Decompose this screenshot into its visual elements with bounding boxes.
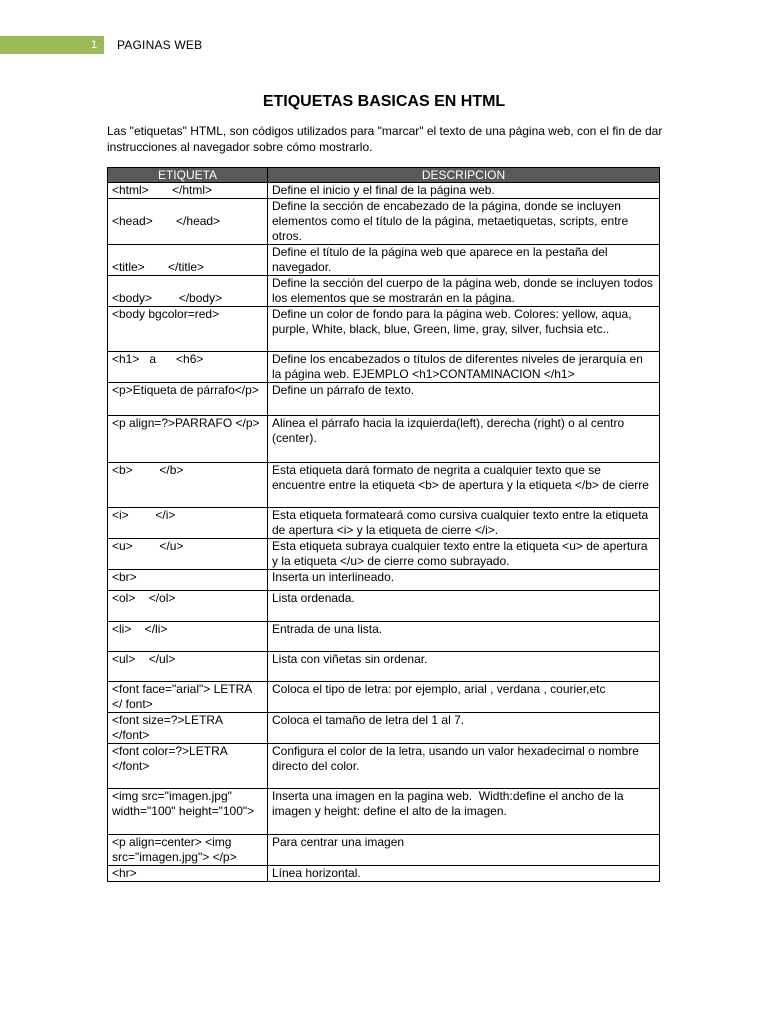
description-cell: Define un párrafo de texto. xyxy=(268,383,660,416)
table-row xyxy=(108,682,660,713)
document-title: ETIQUETAS BASICAS EN HTML xyxy=(262,93,506,110)
table-row xyxy=(108,539,660,570)
description-cell: Define la sección del cuerpo de la página web, donde se incluyen todos los elementos que se mostrarán en la página. xyxy=(268,276,660,307)
table-row xyxy=(108,508,660,539)
tag-cell: <title> </title> xyxy=(108,245,268,276)
table-row xyxy=(108,307,660,352)
tag-cell: <head> </head> xyxy=(108,199,268,245)
description-cell: Inserta un interlineado. xyxy=(268,570,660,591)
description-cell: Coloca el tipo de letra: por ejemplo, arial , verdana , courier,etc xyxy=(268,682,660,713)
tag-cell: <p>Etiqueta de párrafo</p> xyxy=(108,383,268,416)
table-row xyxy=(108,744,660,789)
table-row xyxy=(108,570,660,591)
tag-cell: <h1> a <h6> xyxy=(108,352,268,383)
tag-cell: <b> </b> xyxy=(108,463,268,508)
table-row xyxy=(108,866,660,882)
description-cell: Lista con viñetas sin ordenar. xyxy=(268,652,660,682)
description-cell: Configura el color de la letra, usando un valor hexadecimal o nombre directo del color. xyxy=(268,744,660,789)
tag-cell: <i> </i> xyxy=(108,508,268,539)
table-row xyxy=(108,463,660,508)
tag-cell: <body bgcolor=red> xyxy=(108,307,268,352)
description-cell: Alinea el párrafo hacia la izquierda(left), derecha (right) o al centro (center). xyxy=(268,416,660,463)
tag-cell: <font size=?>LETRA </font> xyxy=(108,713,268,744)
table-row xyxy=(108,199,660,245)
table-row xyxy=(108,835,660,866)
tag-cell: <font face="arial"> LETRA </ font> xyxy=(108,682,268,713)
table-row xyxy=(108,276,660,307)
tag-cell: <ul> </ul> xyxy=(108,652,268,682)
table-row xyxy=(108,789,660,835)
column-header-etiqueta: ETIQUETA xyxy=(108,168,268,183)
page-number: 1 xyxy=(90,39,98,51)
table-row xyxy=(108,245,660,276)
tag-cell: <img src="imagen.jpg" width="100" height="100"> xyxy=(108,789,268,835)
description-cell: Define los encabezados o títulos de diferentes niveles de jerarquía en la página web. EJEMPLO <h1>CONTAMINACION </h1> xyxy=(268,352,660,383)
tag-cell: <html> </html> xyxy=(108,183,268,199)
description-cell: Inserta una imagen en la pagina web. Width:define el ancho de la imagen y height: define el alto de la imagen. xyxy=(268,789,660,835)
description-cell: Esta etiqueta subraya cualquier texto entre la etiqueta <u> de apertura y la etiqueta </u> de cierre como subrayado. xyxy=(268,539,660,570)
table-row xyxy=(108,713,660,744)
tag-cell: <li> </li> xyxy=(108,622,268,652)
tag-cell: <u> </u> xyxy=(108,539,268,570)
description-cell: Define el título de la página web que aparece en la pestaña del navegador. xyxy=(268,245,660,276)
header-title: PAGINAS WEB xyxy=(117,38,203,52)
tag-cell: <p align=?>PARRAFO </p> xyxy=(108,416,268,463)
description-cell: Esta etiqueta dará formato de negrita a cualquier texto que se encuentre entre la etiqueta <b> de apertura y la etiqueta </b> de cierre xyxy=(268,463,660,508)
table-header-row xyxy=(108,168,660,183)
html-tags-table xyxy=(107,167,660,882)
description-cell: Define el inicio y el final de la página web. xyxy=(268,183,660,199)
tag-cell: <br> xyxy=(108,570,268,591)
description-cell: Lista ordenada. xyxy=(268,591,660,622)
description-cell: Coloca el tamaño de letra del 1 al 7. xyxy=(268,713,660,744)
tag-cell: <hr> xyxy=(108,866,268,882)
table-row xyxy=(108,416,660,463)
table-row xyxy=(108,183,660,199)
description-cell: Esta etiqueta formateará como cursiva cualquier texto entre la etiqueta de apertura <i> y la etiqueta de cierre </i>. xyxy=(268,508,660,539)
description-cell: Para centrar una imagen xyxy=(268,835,660,866)
table-row xyxy=(108,352,660,383)
tag-cell: <font color=?>LETRA </font> xyxy=(108,744,268,789)
tag-cell: <ol> </ol> xyxy=(108,591,268,622)
tag-cell: <body> </body> xyxy=(108,276,268,307)
table-row xyxy=(108,622,660,652)
description-cell: Entrada de una lista. xyxy=(268,622,660,652)
intro-paragraph: Las "etiquetas" HTML, son códigos utilizados para "marcar" el texto de una página web, con el fin de dar instrucciones al navegador sobre cómo mostrarlo. xyxy=(107,124,663,154)
description-cell: Define la sección de encabezado de la página, donde se incluyen elementos como el título de la página, metaetiquetas, scripts, entre otros. xyxy=(268,199,660,245)
description-cell: Define un color de fondo para la página web. Colores: yellow, aqua, purple, White, black, blue, Green, lime, gray, silver, fuchsia etc.. xyxy=(268,307,660,352)
table-row xyxy=(108,652,660,682)
description-cell: Línea horizontal. xyxy=(268,866,660,882)
column-header-descripcion: DESCRIPCION xyxy=(268,168,660,183)
table-row xyxy=(108,383,660,416)
tag-cell: <p align=center> <img src="imagen.jpg"> </p> xyxy=(108,835,268,866)
table-row xyxy=(108,591,660,622)
